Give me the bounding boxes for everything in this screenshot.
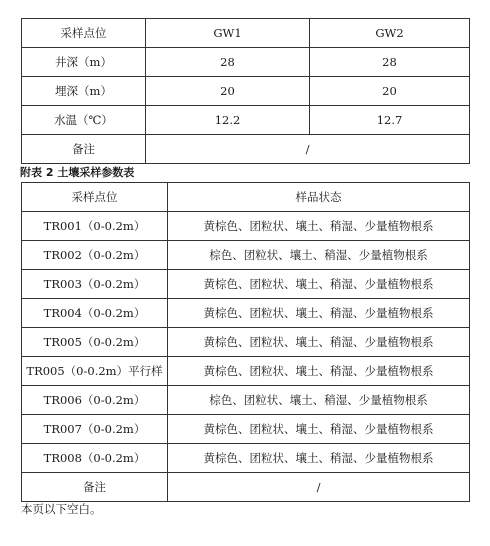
groundwater-sampling-table	[21, 18, 470, 164]
sample-id-cell: TR006（0-0.2m）	[22, 386, 168, 415]
row-label-cell: 埋深（m）	[22, 77, 146, 106]
table-caption: 附表 2 土壤采样参数表	[20, 166, 135, 179]
sample-state-cell: 黄棕色、团粒状、壤土、稍湿、少量植物根系	[168, 299, 470, 328]
value-cell: 20	[146, 77, 310, 106]
note-label-cell: 备注	[22, 135, 146, 164]
table-row	[22, 386, 470, 415]
table-row	[22, 357, 470, 386]
sample-id-cell: TR003（0-0.2m）	[22, 270, 168, 299]
table-note-row	[22, 135, 470, 164]
table-row	[22, 299, 470, 328]
sample-id-cell: TR001（0-0.2m）	[22, 212, 168, 241]
table-row	[22, 48, 470, 77]
sample-id-cell: TR002（0-0.2m）	[22, 241, 168, 270]
sample-state-cell: 黄棕色、团粒状、壤土、稍湿、少量植物根系	[168, 270, 470, 299]
table-row	[22, 106, 470, 135]
value-cell: 28	[310, 48, 470, 77]
sample-id-cell: TR005（0-0.2m）	[22, 328, 168, 357]
blank-page-note: 本页以下空白。	[21, 502, 102, 516]
header-cell: 采样点位	[22, 183, 168, 212]
table-note-row	[22, 473, 470, 502]
note-value-cell: /	[168, 473, 470, 502]
note-label-cell: 备注	[22, 473, 168, 502]
value-cell: 28	[146, 48, 310, 77]
sample-id-cell: TR008（0-0.2m）	[22, 444, 168, 473]
header-cell: 样品状态	[168, 183, 470, 212]
value-cell: 20	[310, 77, 470, 106]
sample-state-cell: 黄棕色、团粒状、壤土、稍湿、少量植物根系	[168, 444, 470, 473]
table-header-row	[22, 183, 470, 212]
note-value-cell: /	[146, 135, 470, 164]
table-row	[22, 270, 470, 299]
table-row	[22, 77, 470, 106]
row-label-cell: 井深（m）	[22, 48, 146, 77]
header-cell: 采样点位	[22, 19, 146, 48]
sample-state-cell: 棕色、团粒状、壤土、稍湿、少量植物根系	[168, 241, 470, 270]
sample-id-cell: TR007（0-0.2m）	[22, 415, 168, 444]
sample-state-cell: 黄棕色、团粒状、壤土、稍湿、少量植物根系	[168, 328, 470, 357]
table-row	[22, 415, 470, 444]
table-row	[22, 328, 470, 357]
table-header-row	[22, 19, 470, 48]
value-cell: 12.2	[146, 106, 310, 135]
table-row	[22, 241, 470, 270]
header-cell: GW1	[146, 19, 310, 48]
header-cell: GW2	[310, 19, 470, 48]
sample-state-cell: 黄棕色、团粒状、壤土、稍湿、少量植物根系	[168, 212, 470, 241]
sample-state-cell: 黄棕色、团粒状、壤土、稍湿、少量植物根系	[168, 415, 470, 444]
sample-state-cell: 棕色、团粒状、壤土、稍湿、少量植物根系	[168, 386, 470, 415]
sample-id-cell: TR004（0-0.2m）	[22, 299, 168, 328]
sample-state-cell: 黄棕色、团粒状、壤土、稍湿、少量植物根系	[168, 357, 470, 386]
sample-id-cell: TR005（0-0.2m）平行样	[22, 357, 168, 386]
table-row	[22, 444, 470, 473]
row-label-cell: 水温（℃）	[22, 106, 146, 135]
table-row	[22, 212, 470, 241]
value-cell: 12.7	[310, 106, 470, 135]
soil-sampling-table	[21, 182, 470, 502]
